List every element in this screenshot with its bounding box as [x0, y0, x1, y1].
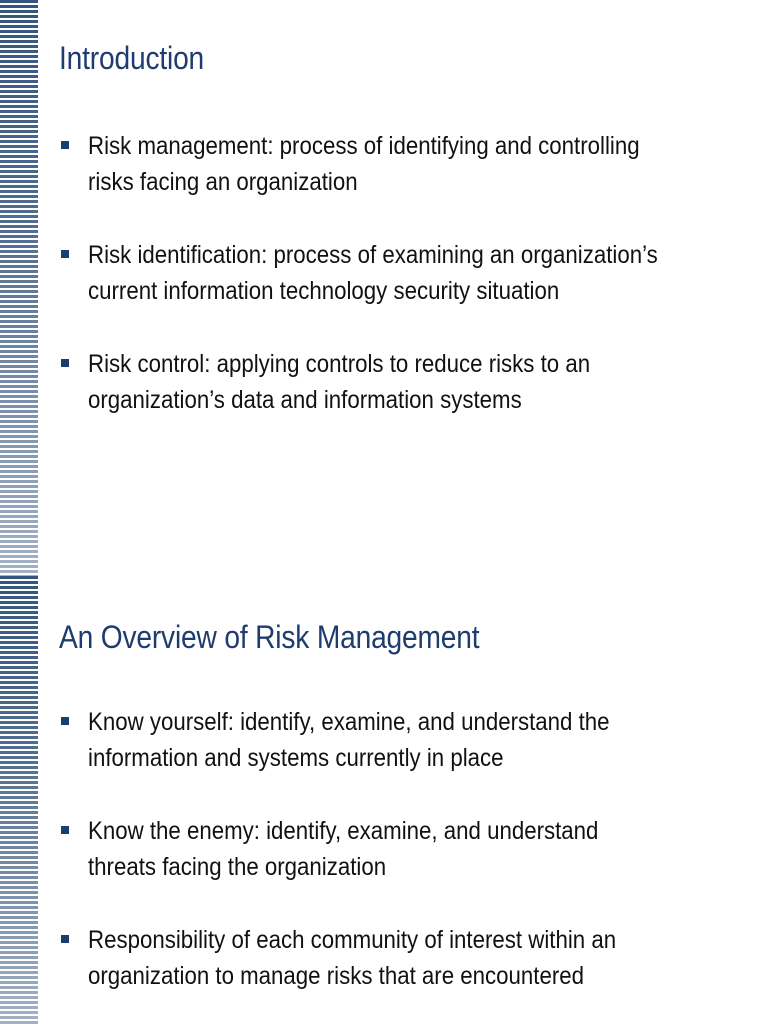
slide-risk-management-overview	[0, 576, 768, 1024]
bullet-line: Risk identification: process of examining an organization’s	[88, 241, 658, 269]
bullet-line: Risk control: applying controls to reduce risks to an	[88, 350, 591, 378]
bullet-line: organization’s data and information systems	[88, 386, 522, 414]
square-bullet-icon	[61, 141, 69, 149]
bullet-line: current information technology security situation	[88, 277, 560, 305]
square-bullet-icon	[61, 359, 69, 367]
list-item	[59, 704, 759, 776]
bullet-text	[88, 237, 764, 309]
list-item	[59, 128, 759, 200]
bullet-text	[88, 704, 764, 776]
bullet-list	[59, 704, 759, 1024]
list-item	[59, 813, 759, 885]
slide-title: An Overview of Risk Management	[59, 619, 480, 655]
bullet-line: Know yourself: identify, examine, and understand the	[88, 708, 610, 736]
bullet-line: information and systems currently in place	[88, 744, 504, 772]
bullet-line: risks facing an organization	[88, 168, 358, 196]
list-item	[59, 922, 759, 994]
bullet-text	[88, 128, 764, 200]
square-bullet-icon	[61, 935, 69, 943]
decorative-stripe-bar	[0, 0, 38, 576]
list-item	[59, 237, 759, 309]
square-bullet-icon	[61, 717, 69, 725]
square-bullet-icon	[61, 826, 69, 834]
bullet-line: Responsibility of each community of interest within an	[88, 926, 617, 954]
slide-title: Introduction	[59, 40, 205, 76]
bullet-line: organization to manage risks that are encountered	[88, 962, 584, 990]
bullet-line: Know the enemy: identify, examine, and understand	[88, 817, 599, 845]
square-bullet-icon	[61, 250, 69, 258]
bullet-text	[88, 922, 764, 994]
bullet-text	[88, 813, 764, 885]
decorative-stripe-bar	[0, 576, 38, 1024]
bullet-list	[59, 128, 759, 455]
bullet-text	[88, 346, 764, 418]
list-item	[59, 346, 759, 418]
bullet-line: Risk management: process of identifying and controlling	[88, 132, 640, 160]
bullet-line: threats facing the organization	[88, 853, 387, 881]
